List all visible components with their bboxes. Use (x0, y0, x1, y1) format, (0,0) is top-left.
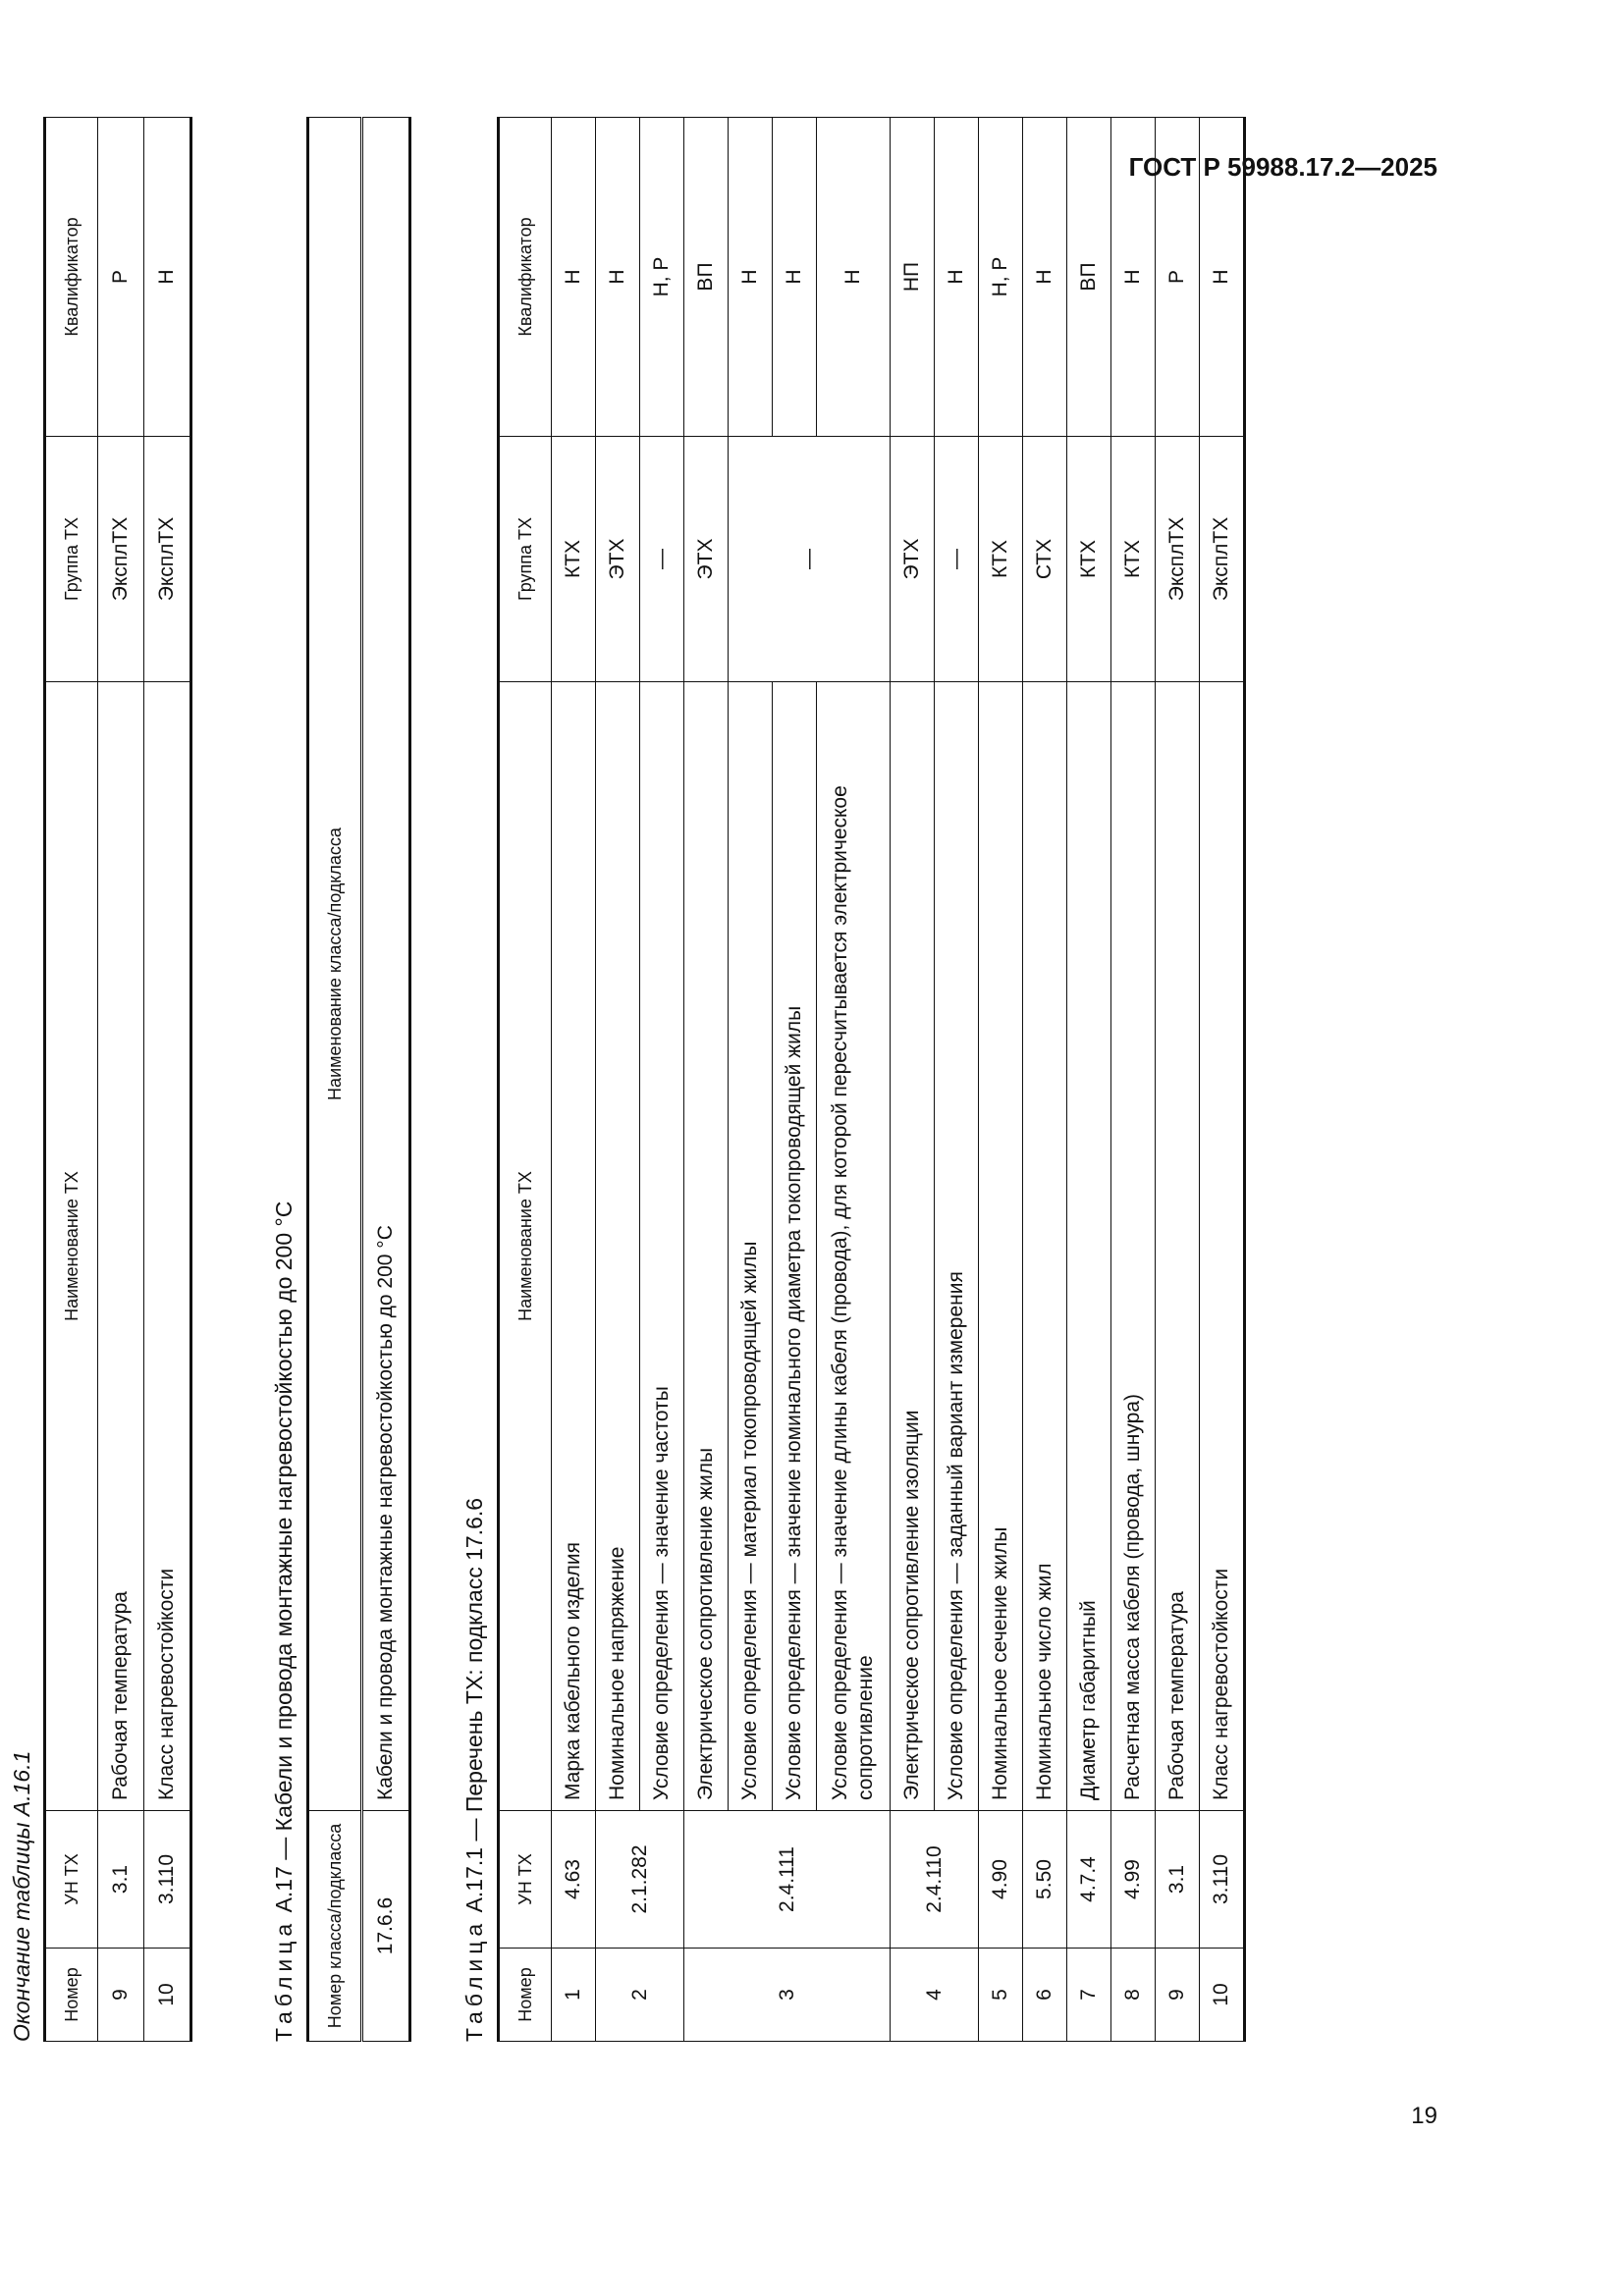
document-code: ГОСТ Р 59988.17.2—2025 (1128, 152, 1437, 182)
cell-qualifier: Н (552, 118, 596, 437)
cell-name: Условие определения — значение частоты (640, 682, 684, 1811)
table-row (640, 118, 684, 2042)
cell-qualifier: НП (891, 118, 935, 437)
cell-code: 3.110 (1200, 1811, 1245, 1949)
caption-prefix: Таблица (271, 1918, 297, 2042)
cell-number: 6 (1023, 1949, 1067, 2042)
cell-name: Условие определения — материал токопроводящей жилы (729, 682, 773, 1811)
cell-name: Номинальное число жил (1023, 682, 1067, 1811)
cell-name: Электрическое сопротивление изоляции (891, 682, 935, 1811)
col-header-class-name: Наименование класса/подкласса (308, 118, 362, 1811)
caption-prefix: Таблица (461, 1918, 487, 2042)
cell-group: ЭксплТХ (1200, 437, 1245, 682)
col-header-group: Группа ТХ (499, 437, 552, 682)
table-a17-1 (497, 117, 1246, 2042)
cell-code: 5.50 (1023, 1811, 1067, 1949)
cell-code: 4.7.4 (1067, 1811, 1111, 1949)
cell-qualifier: ВП (1067, 118, 1111, 437)
caption-text: А.17.1 — Перечень ТХ: подкласс 17.6.6 (461, 1497, 487, 1913)
cell-code: 4.63 (552, 1811, 596, 1949)
cell-number: 5 (979, 1949, 1023, 2042)
cell-name: Номинальное сечение жилы (979, 682, 1023, 1811)
cell-number: 8 (1111, 1949, 1156, 2042)
cell-number: 9 (1156, 1949, 1200, 2042)
cell-qualifier: Р (98, 118, 144, 437)
col-header-number: Номер (499, 1949, 552, 2042)
cell-code: 3.1 (98, 1811, 144, 1949)
cell-group: КТХ (1111, 437, 1156, 682)
table-row (729, 118, 773, 2042)
col-header-name: Наименование ТХ (45, 682, 98, 1811)
cell-number: 2 (596, 1949, 684, 2042)
table-a17 (306, 117, 411, 2042)
cell-group: ЭксплТХ (144, 437, 191, 682)
cell-group: — (640, 437, 684, 682)
cell-code: 2.1.282 (596, 1811, 684, 1949)
cell-class-name: Кабели и провода монтажные нагревостойкостью до 200 °С (362, 118, 410, 1811)
cell-name: Условие определения — значение длины кабеля (провода), для которой пересчитывается электрическое сопротивление (817, 682, 891, 1811)
table-a17-block (261, 118, 411, 2042)
table-a17-1-caption (452, 118, 497, 2042)
cell-name: Марка кабельного изделия (552, 682, 596, 1811)
cell-number: 7 (1067, 1949, 1111, 2042)
col-header-qualifier: Квалификатор (45, 118, 98, 437)
table-a16-1-block (0, 118, 192, 2042)
cell-code: 3.110 (144, 1811, 191, 1949)
col-header-class-number: Номер класса/подкласса (308, 1811, 362, 2042)
cell-name: Класс нагревостойкости (1200, 682, 1245, 1811)
table-row (817, 118, 891, 2042)
rotated-content (0, 118, 1375, 2042)
cell-qualifier: Н (1111, 118, 1156, 437)
table-row (1156, 118, 1200, 2042)
table-a16-1 (43, 117, 192, 2042)
cell-qualifier: Р (1156, 118, 1200, 437)
table-a17-1-block (452, 118, 1246, 2042)
table-row (979, 118, 1023, 2042)
cell-qualifier: Н, Р (979, 118, 1023, 437)
cell-name: Рабочая температура (98, 682, 144, 1811)
cell-qualifier: Н (1200, 118, 1245, 437)
cell-group: СТХ (1023, 437, 1067, 682)
table-row (144, 118, 191, 2042)
cell-number: 1 (552, 1949, 596, 2042)
cell-group: — (935, 437, 979, 682)
cell-qualifier: ВП (684, 118, 729, 437)
cell-name: Расчетная масса кабеля (провода, шнура) (1111, 682, 1156, 1811)
cell-name: Электрическое сопротивление жилы (684, 682, 729, 1811)
cell-group: ЭТХ (891, 437, 935, 682)
cell-number: 10 (1200, 1949, 1245, 2042)
cell-number: 4 (891, 1949, 979, 2042)
cell-number: 10 (144, 1949, 191, 2042)
cell-name: Условие определения — заданный вариант измерения (935, 682, 979, 1811)
cell-code: 2.4.110 (891, 1811, 979, 1949)
cell-number: 3 (684, 1949, 891, 2042)
table-row (935, 118, 979, 2042)
cell-qualifier: Н, Р (640, 118, 684, 437)
col-header-group: Группа ТХ (45, 437, 98, 682)
cell-name: Рабочая температура (1156, 682, 1200, 1811)
cell-group: ЭксплТХ (1156, 437, 1200, 682)
cell-code: 2.4.111 (684, 1811, 891, 1949)
cell-code: 4.99 (1111, 1811, 1156, 1949)
cell-name: Диаметр габаритный (1067, 682, 1111, 1811)
table-row (1067, 118, 1111, 2042)
cell-qualifier: Н (935, 118, 979, 437)
table-row (1111, 118, 1156, 2042)
cell-qualifier: Н (596, 118, 640, 437)
cell-qualifier: Н (144, 118, 191, 437)
cell-group: ЭТХ (684, 437, 729, 682)
table-row (1023, 118, 1067, 2042)
page-number: 19 (1411, 2103, 1437, 2129)
cell-qualifier: Н (773, 118, 817, 437)
cell-code: 4.90 (979, 1811, 1023, 1949)
cell-class-number: 17.6.6 (362, 1811, 410, 2042)
caption-text: А.17 — Кабели и провода монтажные нагревостойкостью до 200 °С (271, 1201, 297, 1913)
col-header-code: УН ТХ (45, 1811, 98, 1949)
table-row (98, 118, 144, 2042)
col-header-code: УН ТХ (499, 1811, 552, 1949)
cell-name: Номинальное напряжение (596, 682, 640, 1811)
col-header-name: Наименование ТХ (499, 682, 552, 1811)
cell-qualifier: Н (817, 118, 891, 437)
cell-group: — (729, 437, 891, 682)
table-row (891, 118, 935, 2042)
table-a16-1-caption: Окончание таблицы А.16.1 (9, 1750, 34, 2042)
cell-code: 3.1 (1156, 1811, 1200, 1949)
table-row (362, 118, 410, 2042)
cell-qualifier: Н (729, 118, 773, 437)
table-row (773, 118, 817, 2042)
cell-name: Условие определения — значение номинального диаметра токопроводящей жилы (773, 682, 817, 1811)
cell-group: ЭксплТХ (98, 437, 144, 682)
table-row (684, 118, 729, 2042)
col-header-qualifier: Квалификатор (499, 118, 552, 437)
cell-group: ЭТХ (596, 437, 640, 682)
table-row (596, 118, 640, 2042)
cell-group: КТХ (552, 437, 596, 682)
cell-group: КТХ (1067, 437, 1111, 682)
cell-qualifier: Н (1023, 118, 1067, 437)
cell-name: Класс нагревостойкости (144, 682, 191, 1811)
col-header-number: Номер (45, 1949, 98, 2042)
table-row (552, 118, 596, 2042)
cell-group: КТХ (979, 437, 1023, 682)
cell-number: 9 (98, 1949, 144, 2042)
table-a17-caption (261, 118, 306, 2042)
table-row (1200, 118, 1245, 2042)
